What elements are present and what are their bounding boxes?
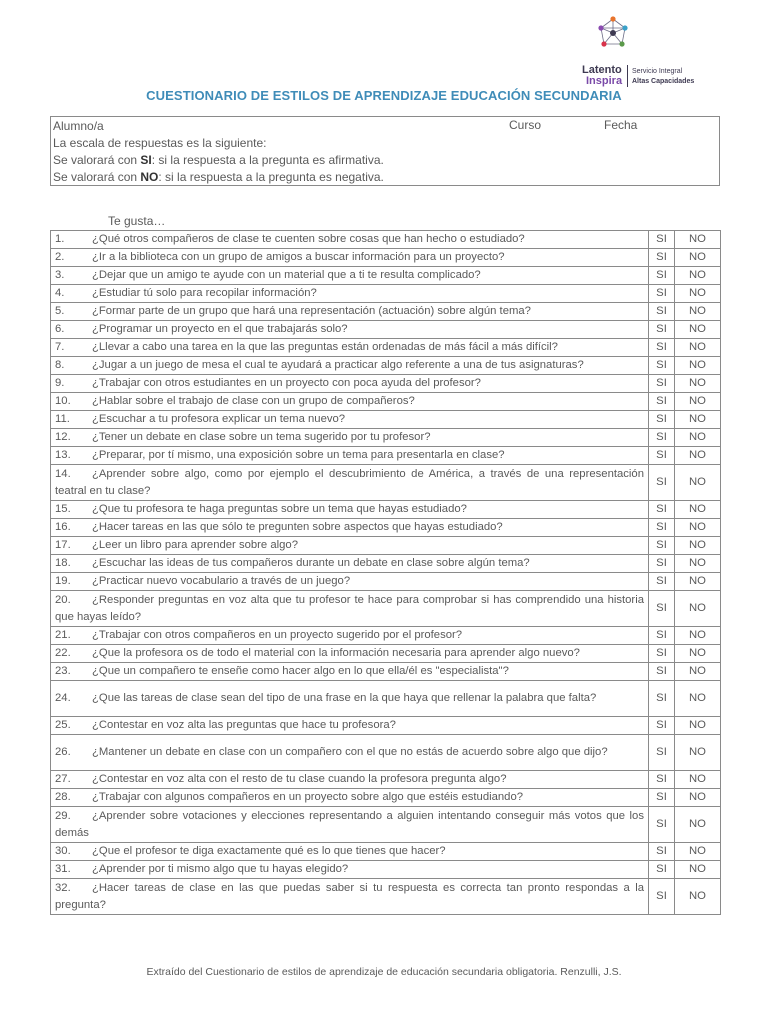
question-number: 10.	[55, 395, 71, 407]
question-number: 29.	[55, 809, 71, 822]
question-row	[51, 303, 721, 321]
question-number: 18.	[55, 557, 71, 569]
question-text: ¿Trabajar con otros estudiantes en un proyecto con poca ayuda del profesor?	[92, 377, 481, 389]
question-text-cell	[51, 645, 649, 663]
question-text-cell	[51, 465, 649, 501]
question-number: 27.	[55, 773, 71, 785]
question-text-cell	[51, 393, 649, 411]
question-row	[51, 735, 721, 771]
logo-tagline2: Altas Capacidades	[632, 78, 695, 85]
answer-no-option[interactable]: NO	[675, 789, 721, 807]
question-text-cell	[51, 537, 649, 555]
answer-si-option[interactable]: SI	[649, 555, 675, 573]
question-text-cell	[51, 681, 649, 717]
question-number: 26.	[55, 746, 71, 758]
answer-si-option[interactable]: SI	[649, 429, 675, 447]
question-row	[51, 843, 721, 861]
scale-si-line: Se valorará con SI: si la respuesta a la pregunta es afirmativa.	[53, 153, 384, 167]
answer-no-option[interactable]: NO	[675, 339, 721, 357]
question-text: ¿Ir a la biblioteca con un grupo de amigos a buscar información para un proyecto?	[92, 251, 505, 263]
question-number: 14.	[55, 467, 71, 480]
answer-si-option[interactable]: SI	[649, 519, 675, 537]
question-text: ¿Contestar en voz alta las preguntas que hace tu profesora?	[92, 719, 396, 731]
answer-si-option[interactable]: SI	[649, 807, 675, 843]
answer-si-option[interactable]: SI	[649, 843, 675, 861]
answer-no-option[interactable]: NO	[675, 285, 721, 303]
question-text-cell	[51, 249, 649, 267]
question-number: 1.	[55, 233, 65, 245]
answer-si-option[interactable]: SI	[649, 573, 675, 591]
question-text: ¿Que un compañero te enseñe como hacer algo en lo que ella/él es "especialista"?	[92, 665, 509, 677]
question-text-cell	[51, 375, 649, 393]
answer-no-option[interactable]: NO	[675, 375, 721, 393]
question-text-cell	[51, 771, 649, 789]
answer-no-option[interactable]: NO	[675, 681, 721, 717]
answer-si-option[interactable]: SI	[649, 303, 675, 321]
question-row	[51, 861, 721, 879]
question-text-cell	[51, 321, 649, 339]
question-row	[51, 789, 721, 807]
question-number: 25.	[55, 719, 71, 731]
question-row	[51, 321, 721, 339]
question-number: 12.	[55, 431, 71, 443]
answer-no-option[interactable]: NO	[675, 591, 721, 627]
question-text-cell	[51, 447, 649, 465]
answer-no-option[interactable]: NO	[675, 735, 721, 771]
question-text: ¿Que las tareas de clase sean del tipo de una frase en la que haya que rellenar la palabra que falta?	[92, 692, 597, 704]
question-row	[51, 879, 721, 915]
question-row	[51, 501, 721, 519]
question-row	[51, 663, 721, 681]
question-number: 16.	[55, 521, 71, 533]
question-text: ¿Que el profesor te diga exactamente qué es lo que tienes que hacer?	[92, 845, 446, 857]
answer-si-option[interactable]: SI	[649, 645, 675, 663]
question-text: ¿Responder preguntas en voz alta que tu profesor te hace para comprobar si has comprendido una historia que hayas leído?	[55, 593, 644, 623]
answer-no-option[interactable]: NO	[675, 411, 721, 429]
answer-si-option[interactable]: SI	[649, 285, 675, 303]
answer-si-option[interactable]: SI	[649, 393, 675, 411]
answer-no-option[interactable]: NO	[675, 771, 721, 789]
question-number: 13.	[55, 449, 71, 461]
question-text: ¿Aprender sobre algo, como por ejemplo el descubrimiento de América, a través de una representación teatral en tu clase?	[55, 467, 644, 497]
answer-si-option[interactable]: SI	[649, 591, 675, 627]
logo-brand-line2: Inspira	[586, 75, 623, 87]
answer-no-option[interactable]: NO	[675, 717, 721, 735]
curso-label: Curso	[509, 118, 542, 132]
question-text: ¿Escuchar las ideas de tus compañeros durante un debate en clase sobre algún tema?	[92, 557, 530, 569]
answer-no-option[interactable]: NO	[675, 573, 721, 591]
question-number: 28.	[55, 791, 71, 803]
question-text: ¿Que tu profesora te haga preguntas sobre un tema que hayas estudiado?	[92, 503, 467, 515]
question-text-cell	[51, 807, 649, 843]
answer-no-option[interactable]: NO	[675, 555, 721, 573]
answer-no-option[interactable]: NO	[675, 357, 721, 375]
question-number: 6.	[55, 323, 65, 335]
answer-si-option[interactable]: SI	[649, 231, 675, 249]
question-row	[51, 429, 721, 447]
question-text-cell	[51, 555, 649, 573]
answer-si-option[interactable]: SI	[649, 771, 675, 789]
question-text-cell	[51, 843, 649, 861]
answer-si-option[interactable]: SI	[649, 321, 675, 339]
question-text: ¿Aprender sobre votaciones y elecciones representando a alguien intentando conseguir más votos que los demás	[55, 809, 644, 839]
question-text-cell	[51, 429, 649, 447]
answer-no-option[interactable]: NO	[675, 465, 721, 501]
logo-divider	[627, 65, 628, 87]
question-number: 24.	[55, 692, 71, 704]
answer-si-option[interactable]: SI	[649, 375, 675, 393]
question-row	[51, 537, 721, 555]
question-text: ¿Trabajar con algunos compañeros en un proyecto sobre algo que estéis estudiando?	[92, 791, 524, 803]
logo-tagline1: Servicio Integral	[632, 68, 683, 75]
question-text-cell	[51, 519, 649, 537]
question-text: ¿Llevar a cabo una tarea en la que las preguntas están ordenadas de más fácil a más difícil?	[92, 341, 558, 353]
question-text-cell	[51, 411, 649, 429]
question-text: ¿Trabajar con otros compañeros en un proyecto sugerido por el profesor?	[92, 629, 463, 641]
question-text-cell	[51, 789, 649, 807]
question-row	[51, 375, 721, 393]
question-number: 31.	[55, 863, 71, 875]
question-text: ¿Tener un debate en clase sobre un tema sugerido por tu profesor?	[92, 431, 431, 443]
answer-no-option[interactable]: NO	[675, 843, 721, 861]
question-text-cell	[51, 267, 649, 285]
question-number: 32.	[55, 881, 71, 894]
question-text: ¿Qué otros compañeros de clase te cuenten sobre cosas que han hecho o estudiado?	[92, 233, 525, 245]
source-footer: Extraído del Cuestionario de estilos de aprendizaje de educación secundaria obligatoria. Renzulli, J.S.	[146, 966, 622, 978]
question-text-cell	[51, 591, 649, 627]
answer-no-option[interactable]: NO	[675, 303, 721, 321]
question-row	[51, 807, 721, 843]
question-text: ¿Preparar, por tí mismo, una exposición sobre un tema para presentarla en clase?	[92, 449, 505, 461]
question-text: ¿Aprender por ti mismo algo que tu hayas elegido?	[92, 863, 349, 875]
question-row	[51, 555, 721, 573]
question-number: 19.	[55, 575, 71, 587]
answer-si-option[interactable]: SI	[649, 717, 675, 735]
question-text-cell	[51, 231, 649, 249]
question-number: 7.	[55, 341, 65, 353]
question-row	[51, 591, 721, 627]
question-row	[51, 393, 721, 411]
student-info-box	[50, 116, 720, 186]
question-row	[51, 519, 721, 537]
question-text: ¿Estudiar tú solo para recopilar información?	[92, 287, 317, 299]
question-text: ¿Hacer tareas en las que sólo te pregunten sobre aspectos que hayas estudiado?	[92, 521, 503, 533]
question-number: 4.	[55, 287, 65, 299]
question-text-cell	[51, 501, 649, 519]
question-number: 23.	[55, 665, 71, 677]
question-number: 11.	[55, 413, 70, 425]
question-row	[51, 717, 721, 735]
answer-si-option[interactable]: SI	[649, 267, 675, 285]
question-text-cell	[51, 303, 649, 321]
question-row	[51, 573, 721, 591]
answer-no-option[interactable]: NO	[675, 231, 721, 249]
question-text-cell	[51, 735, 649, 771]
answer-si-option[interactable]: SI	[649, 537, 675, 555]
answer-no-option[interactable]: NO	[675, 645, 721, 663]
question-text: ¿Leer un libro para aprender sobre algo?	[92, 539, 298, 551]
question-text-cell	[51, 357, 649, 375]
question-row	[51, 771, 721, 789]
question-text: ¿Programar un proyecto en el que trabajarás solo?	[92, 323, 348, 335]
answer-no-option[interactable]: NO	[675, 447, 721, 465]
question-text: ¿Mantener un debate en clase con un compañero con el que no estás de acuerdo sobre algo que dijo?	[92, 746, 608, 758]
scale-no-line: Se valorará con NO: si la respuesta a la pregunta es negativa.	[53, 170, 384, 184]
question-text: ¿Hacer tareas de clase en las que puedas saber si tu respuesta es correcta tan pronto respondas a la pregunta?	[55, 881, 644, 911]
answer-no-option[interactable]: NO	[675, 537, 721, 555]
logo-brand-line1: Latento	[582, 64, 622, 76]
answer-si-option[interactable]: SI	[649, 861, 675, 879]
answer-no-option[interactable]: NO	[675, 393, 721, 411]
question-text-cell	[51, 339, 649, 357]
question-number: 20.	[55, 593, 71, 606]
answer-no-option[interactable]: NO	[675, 321, 721, 339]
question-text: ¿Contestar en voz alta con el resto de tu clase cuando la profesora pregunta algo?	[92, 773, 507, 785]
question-text-cell	[51, 663, 649, 681]
question-text-cell	[51, 627, 649, 645]
question-row	[51, 249, 721, 267]
answer-no-option[interactable]: NO	[675, 267, 721, 285]
question-number: 8.	[55, 359, 65, 371]
answer-si-option[interactable]: SI	[649, 465, 675, 501]
answer-no-option[interactable]: NO	[675, 519, 721, 537]
question-text: ¿Escuchar a tu profesora explicar un tema nuevo?	[92, 413, 346, 425]
answer-si-option[interactable]: SI	[649, 249, 675, 267]
question-number: 30.	[55, 845, 71, 857]
answer-no-option[interactable]: NO	[675, 501, 721, 519]
question-text-cell	[51, 717, 649, 735]
question-text-cell	[51, 285, 649, 303]
network-logo-icon	[596, 16, 630, 50]
question-row	[51, 681, 721, 717]
answer-no-option[interactable]: NO	[675, 879, 721, 915]
page-title: CUESTIONARIO DE ESTILOS DE APRENDIZAJE EDUCACIÓN SECUNDARIA	[146, 88, 622, 103]
question-row	[51, 267, 721, 285]
question-text-cell	[51, 879, 649, 915]
answer-no-option[interactable]: NO	[675, 429, 721, 447]
answer-no-option[interactable]: NO	[675, 249, 721, 267]
question-number: 17.	[55, 539, 71, 551]
question-row	[51, 357, 721, 375]
scale-intro: La escala de respuestas es la siguiente:	[53, 136, 267, 150]
answer-si-option[interactable]: SI	[649, 339, 675, 357]
fecha-label: Fecha	[604, 118, 638, 132]
question-row	[51, 645, 721, 663]
answer-si-option[interactable]: SI	[649, 789, 675, 807]
answer-si-option[interactable]: SI	[649, 627, 675, 645]
question-row	[51, 627, 721, 645]
answer-no-option[interactable]: NO	[675, 807, 721, 843]
question-row	[51, 231, 721, 249]
question-row	[51, 339, 721, 357]
question-text: ¿Dejar que un amigo te ayude con un material que a ti te resulta complicado?	[92, 269, 481, 281]
answer-si-option[interactable]: SI	[649, 681, 675, 717]
question-number: 5.	[55, 305, 65, 317]
answer-si-option[interactable]: SI	[649, 663, 675, 681]
answer-si-option[interactable]: SI	[649, 411, 675, 429]
answer-si-option[interactable]: SI	[649, 357, 675, 375]
question-text: ¿Jugar a un juego de mesa el cual te ayudará a practicar algo referente a una de tus asignaturas?	[92, 359, 584, 371]
question-number: 22.	[55, 647, 71, 659]
questions-intro: Te gusta…	[108, 214, 166, 228]
question-text: ¿Que la profesora os de todo el material con la información necesaria para aprender algo nuevo?	[92, 647, 580, 659]
question-text-cell	[51, 861, 649, 879]
question-number: 21.	[55, 629, 71, 641]
question-number: 15.	[55, 503, 71, 515]
question-text: ¿Formar parte de un grupo que hará una representación (actuación) sobre algún tema?	[92, 305, 531, 317]
answer-no-option[interactable]: NO	[675, 663, 721, 681]
answer-si-option[interactable]: SI	[649, 735, 675, 771]
question-row	[51, 465, 721, 501]
question-row	[51, 285, 721, 303]
alumno-label: Alumno/a	[53, 119, 104, 133]
question-number: 9.	[55, 377, 65, 389]
answer-si-option[interactable]: SI	[649, 879, 675, 915]
answer-no-option[interactable]: NO	[675, 861, 721, 879]
question-row	[51, 447, 721, 465]
questions-table	[50, 230, 721, 915]
answer-si-option[interactable]: SI	[649, 447, 675, 465]
question-text: ¿Practicar nuevo vocabulario a través de un juego?	[92, 575, 351, 587]
question-number: 3.	[55, 269, 65, 281]
question-row	[51, 411, 721, 429]
question-text-cell	[51, 573, 649, 591]
logo	[582, 16, 712, 87]
answer-si-option[interactable]: SI	[649, 501, 675, 519]
question-text: ¿Hablar sobre el trabajo de clase con un grupo de compañeros?	[92, 395, 415, 407]
question-number: 2.	[55, 251, 65, 263]
answer-no-option[interactable]: NO	[675, 627, 721, 645]
